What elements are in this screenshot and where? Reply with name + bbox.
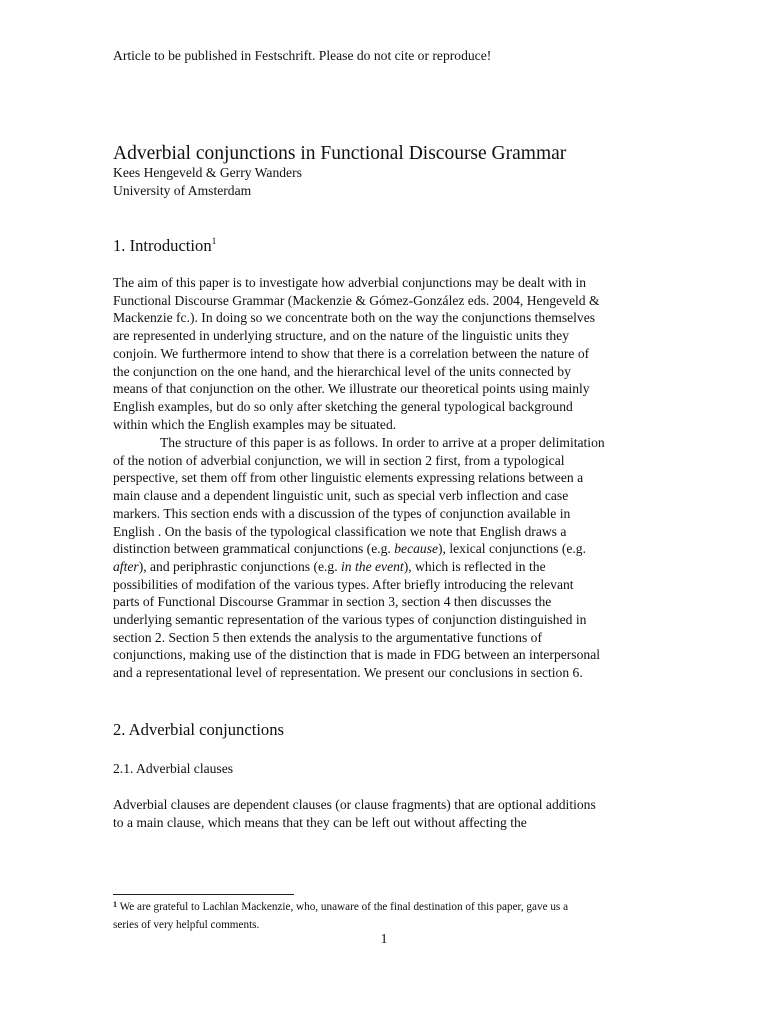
example-term: because	[394, 541, 439, 557]
text-line: means of that conjunction on the other. We illustrate our theoretical points using mainly	[113, 381, 590, 397]
text-span: ), which is reflected in the	[403, 558, 546, 574]
text-line	[113, 558, 659, 576]
text-line: Adverbial clauses are dependent clauses (or clause fragments) that are optional additions	[113, 797, 596, 812]
footnote	[113, 899, 659, 934]
text-line: are represented in underlying structure, and on the nature of the linguistic units they	[113, 328, 570, 344]
text-span: ), lexical conjunctions (e.g.	[438, 541, 587, 557]
text-line: Functional Discourse Grammar (Mackenzie & Gómez-González eds. 2004, Hengeveld &	[113, 292, 600, 308]
text-line: within which the English examples may be situated.	[113, 416, 397, 432]
text-line	[113, 540, 659, 558]
example-term: after	[113, 558, 139, 574]
section-heading-adverbial-conjunctions: 2. Adverbial conjunctions	[113, 720, 284, 739]
text-line	[113, 434, 659, 452]
paragraph-adverbial-clauses	[113, 796, 659, 831]
text-line: and a representational level of representation. We present our conclusions in section 6.	[113, 665, 583, 681]
subsection-heading-adverbial-clauses: 2.1. Adverbial clauses	[113, 761, 234, 776]
text-line: parts of Functional Discourse Grammar in section 3, section 4 then discusses the	[113, 594, 552, 610]
affiliation: University of Amsterdam	[113, 182, 252, 198]
text-line: of the notion of adverbial conjunction, we will in section 2 first, from a typological	[113, 452, 565, 468]
text-span: The structure of this paper is as follows. In order to arrive at a proper delimitation	[160, 435, 605, 450]
author-block	[113, 164, 659, 199]
text-span: ), and periphrastic conjunctions (e.g.	[138, 558, 342, 574]
text-line: Mackenzie fc.). In doing so we concentrate both on the way the conjunctions themselves	[113, 310, 596, 326]
text-line: main clause and a dependent linguistic unit, such as special verb inflection and case	[113, 488, 569, 504]
text-line: underlying semantic representation of the various types of conjunction distinguished in	[113, 612, 587, 628]
text-line: conjunctions, making use of the distinction that is made in FDG between an interpersonal	[113, 647, 601, 663]
text-line: possibilities of modifation of the various types. After briefly introducing the relevant	[113, 576, 574, 592]
text-line: conjoin. We furthermore intend to show that there is a correlation between the nature of	[113, 345, 590, 361]
page-number: 1	[380, 931, 388, 946]
authors: Kees Hengeveld & Gerry Wanders	[113, 165, 302, 180]
section-heading-introduction	[113, 236, 659, 256]
paragraph-introduction	[113, 274, 659, 433]
paper-title: Adverbial conjunctions in Functional Discourse Grammar	[113, 143, 567, 164]
section-heading-text: 1. Introduction	[113, 236, 212, 255]
text-line: to a main clause, which means that they can be left out without affecting the	[113, 814, 527, 830]
text-span: distinction between grammatical conjunctions (e.g.	[113, 541, 395, 557]
footnote-line	[113, 899, 659, 917]
footnote-text: We are grateful to Lachlan Mackenzie, who, unaware of the final destination of this paper, gave us a	[117, 901, 569, 913]
text-line: perspective, set them off from other linguistic elements expressing relations between a	[113, 470, 584, 486]
footnote-divider	[113, 894, 294, 895]
text-line: English . On the basis of the typological classification we note that English draws a	[113, 523, 567, 539]
paragraph-structure	[113, 434, 659, 682]
footnote-marker: 1	[113, 900, 117, 909]
text-line: markers. This section ends with a discussion of the types of conjunction available in	[113, 505, 571, 521]
text-line: English examples, but do so only after sketching the general typological background	[113, 398, 573, 414]
footnote-reference: 1	[211, 237, 217, 247]
header-note: Article to be published in Festschrift. Please do not cite or reproduce!	[113, 48, 492, 63]
footnote-line: series of very helpful comments.	[113, 918, 260, 931]
text-line: the conjunction on the one hand, and the hierarchical level of the units connected by	[113, 363, 571, 379]
text-line: section 2. Section 5 then extends the analysis to the argumentative functions of	[113, 629, 542, 645]
text-line: The aim of this paper is to investigate how adverbial conjunctions may be dealt with in	[113, 275, 587, 290]
example-term: in the event	[341, 558, 404, 574]
